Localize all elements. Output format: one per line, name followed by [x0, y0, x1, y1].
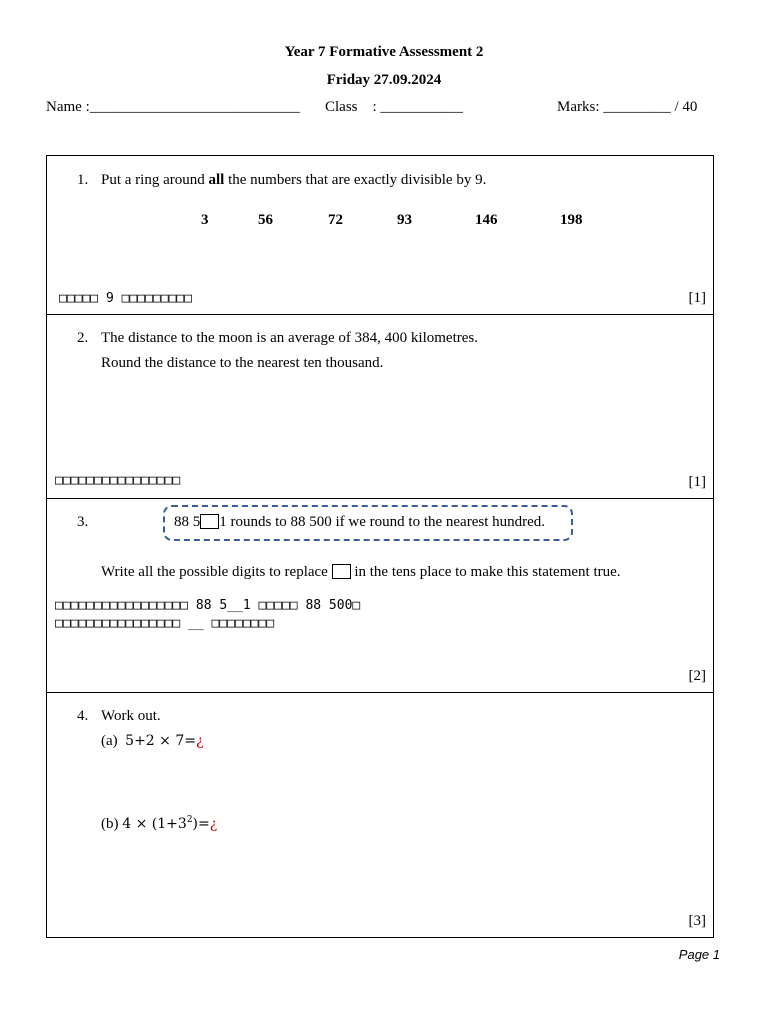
- text-part: 88 5: [174, 514, 201, 530]
- marks-label: [2]: [688, 668, 706, 684]
- number-option[interactable]: 72: [328, 212, 343, 228]
- number-option[interactable]: 198: [560, 212, 583, 228]
- text-part: Put a ring around: [101, 172, 209, 188]
- number-option[interactable]: 146: [475, 212, 498, 228]
- assessment-title: Year 7 Formative Assessment 2: [284, 44, 484, 60]
- question-2: [46, 314, 714, 499]
- number-option[interactable]: 93: [397, 212, 412, 228]
- part-b: [101, 815, 217, 833]
- page-number: Page 1: [678, 947, 720, 962]
- marks-label: [3]: [688, 913, 706, 929]
- question-number: 2.: [77, 330, 89, 346]
- blank-box: [332, 564, 351, 579]
- answer-placeholder: ¿: [209, 816, 218, 832]
- math-expression: 4 ×: [122, 816, 152, 832]
- question-number: 4.: [77, 708, 89, 724]
- number-option[interactable]: 56: [258, 212, 273, 228]
- assessment-date: Friday 27.09.2024: [326, 72, 442, 88]
- emphasis-all: all: [208, 172, 225, 188]
- question-text: Work out.: [101, 708, 161, 724]
- question-statement: [174, 514, 545, 531]
- math-expression: )=: [192, 816, 210, 832]
- marks-label: [1]: [688, 290, 706, 306]
- text-part: Write all the possible digits to replace: [101, 564, 328, 580]
- question-number: 3.: [77, 514, 89, 530]
- marks-label: [1]: [688, 474, 706, 490]
- question-text: The distance to the moon is an average of 384, 400 kilometres.: [101, 330, 478, 346]
- question-instruction: [101, 564, 621, 581]
- part-label: (b): [101, 816, 119, 832]
- translation-text: □□□□□□□□□□□□□□□□□ 88 5__1 □□□□□ 88 500□: [55, 598, 361, 613]
- translation-text: □□□□□□□□□□□□□□□□: [55, 473, 181, 488]
- number-option[interactable]: 3: [201, 212, 209, 228]
- class-field[interactable]: Class : ___________: [325, 99, 463, 115]
- math-expression: 5+2 × 7=: [125, 733, 196, 749]
- text-part: 1 rounds to 88 500 if we round to the nearest hundred.: [219, 514, 546, 530]
- math-expression: (1+3: [151, 816, 187, 832]
- math-exponent: 2: [186, 815, 193, 825]
- question-text: Round the distance to the nearest ten thousand.: [101, 355, 384, 371]
- question-1: [46, 155, 714, 315]
- translation-text: □□□□□ 9 □□□□□□□□□: [59, 291, 193, 306]
- question-4: [46, 692, 714, 938]
- question-number: 1.: [77, 172, 89, 188]
- part-a: [101, 733, 204, 750]
- name-field[interactable]: Name :____________________________: [46, 99, 300, 115]
- question-text: [101, 172, 486, 189]
- translation-text: □□□□□□□□□□□□□□□□ __ □□□□□□□□: [55, 616, 275, 631]
- text-part: the numbers that are exactly divisible by 9.: [224, 172, 487, 188]
- answer-placeholder: ¿: [195, 733, 204, 749]
- blank-box: [200, 514, 219, 529]
- part-label: (a): [101, 733, 118, 749]
- question-3: [46, 498, 714, 693]
- text-part: in the tens place to make this statement true.: [350, 564, 621, 580]
- marks-field[interactable]: Marks: _________ / 40: [557, 99, 698, 115]
